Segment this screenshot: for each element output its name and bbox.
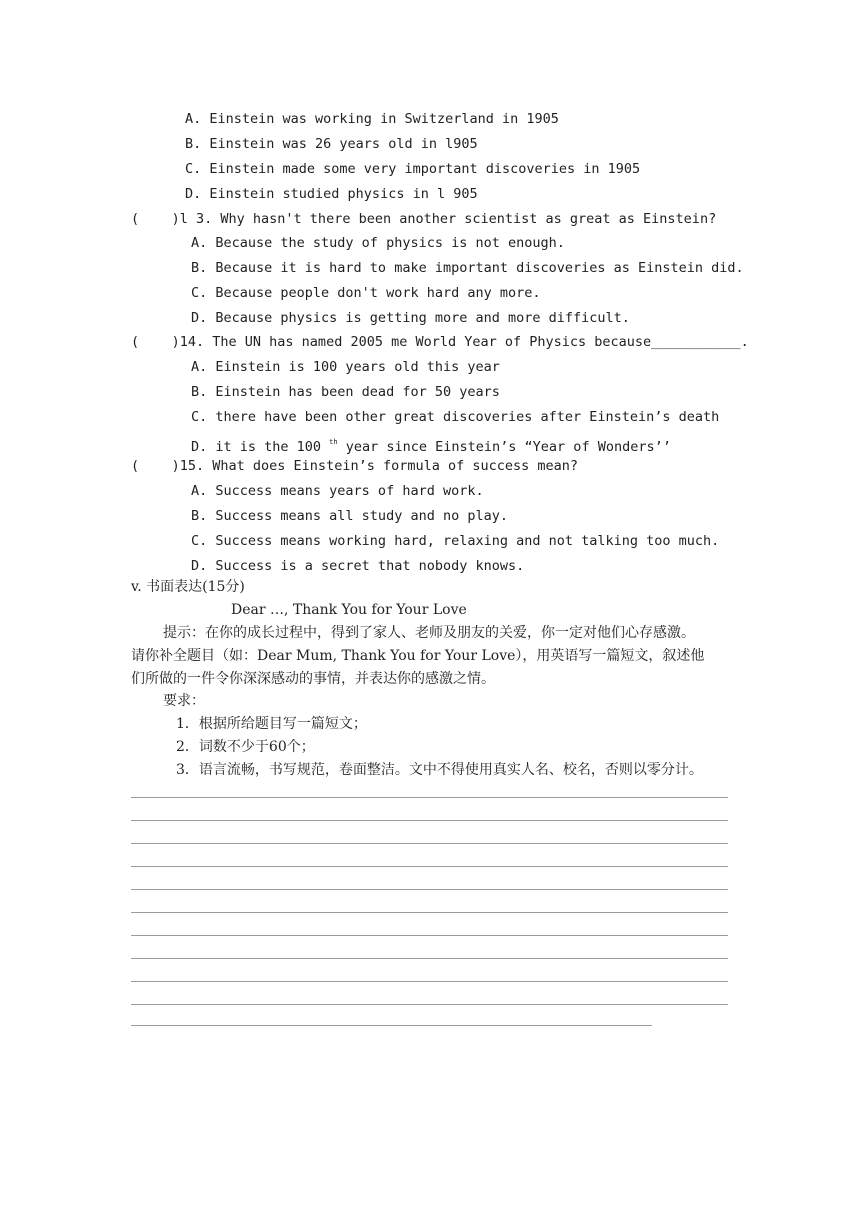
answer-line[interactable] xyxy=(131,912,728,913)
q12-option-b: B. Einstein was 26 years old in l905 xyxy=(185,136,478,152)
answer-line[interactable] xyxy=(131,889,728,890)
writing-prompt-line-3: 们所做的一件令你深深感动的事情，并表达你的感激之情。 xyxy=(131,671,495,687)
q14-option-d-superscript: th xyxy=(329,438,338,446)
answer-line[interactable] xyxy=(131,797,728,798)
q14-option-a: A. Einstein is 100 years old this year xyxy=(191,359,500,375)
q14-option-d-start: D. it is the 100 xyxy=(191,439,330,455)
q13-stem: ( )l 3. Why hasn't there been another scientist as great as Einstein? xyxy=(131,211,717,227)
q15-stem: ( )15. What does Einstein’s formula of success mean? xyxy=(131,458,579,474)
answer-line[interactable] xyxy=(131,958,728,959)
requirement-1: 1．根据所给题目写一篇短文； xyxy=(176,716,367,732)
q15-option-b: B. Success means all study and no play. xyxy=(191,508,508,524)
writing-topic: Dear …, Thank You for Your Love xyxy=(231,602,467,618)
q14-option-d-end: year since Einstein’s “Year of Wonders’’ xyxy=(337,439,671,455)
writing-prompt-line-1: 提示：在你的成长过程中，得到了家人、老师及朋友的关爱，你一定对他们心存感激。 xyxy=(163,625,695,641)
writing-prompt-line-2: 请你补全题目（如：Dear Mum, Thank You for Your Love），用英语写一篇短文，叙述他 xyxy=(131,648,705,664)
q15-option-c: C. Success means working hard, relaxing and not talking too much. xyxy=(191,533,720,549)
writing-section-title: v. 书面表达(15分) xyxy=(131,579,245,595)
answer-line[interactable] xyxy=(131,1004,728,1005)
q15-option-a: A. Success means years of hard work. xyxy=(191,483,484,499)
answer-line[interactable] xyxy=(131,981,728,982)
q14-option-d xyxy=(191,433,671,456)
q14-option-c: C. there have been other great discoveries after Einstein’s death xyxy=(191,409,720,425)
q13-option-c: C. Because people don't work hard any more. xyxy=(191,285,541,301)
q14-stem: ( )14. The UN has named 2005 me World Year of Physics because___________. xyxy=(131,334,749,350)
q15-option-d: D. Success is a secret that nobody knows. xyxy=(191,558,525,574)
q12-option-d: D. Einstein studied physics in l 905 xyxy=(185,186,478,202)
answer-line[interactable] xyxy=(131,935,728,936)
answer-line[interactable] xyxy=(131,866,728,867)
requirements-label: 要求： xyxy=(163,693,205,709)
q13-option-b: B. Because it is hard to make important discoveries as Einstein did. xyxy=(191,260,744,276)
q14-option-b: B. Einstein has been dead for 50 years xyxy=(191,384,500,400)
answer-line[interactable] xyxy=(131,820,728,821)
q13-option-a: A. Because the study of physics is not enough. xyxy=(191,235,565,251)
q12-option-c: C. Einstein made some very important discoveries in 1905 xyxy=(185,161,641,177)
answer-line[interactable] xyxy=(131,843,728,844)
requirement-3: 3．语言流畅，书写规范，卷面整洁。文中不得使用真实人名、校名，否则以零分计。 xyxy=(176,762,703,778)
q13-option-d: D. Because physics is getting more and more difficult. xyxy=(191,310,630,326)
q12-option-a: A. Einstein was working in Switzerland in 1905 xyxy=(185,111,559,127)
requirement-2: 2．词数不少于60个； xyxy=(176,739,315,755)
answer-line[interactable] xyxy=(131,1025,652,1026)
